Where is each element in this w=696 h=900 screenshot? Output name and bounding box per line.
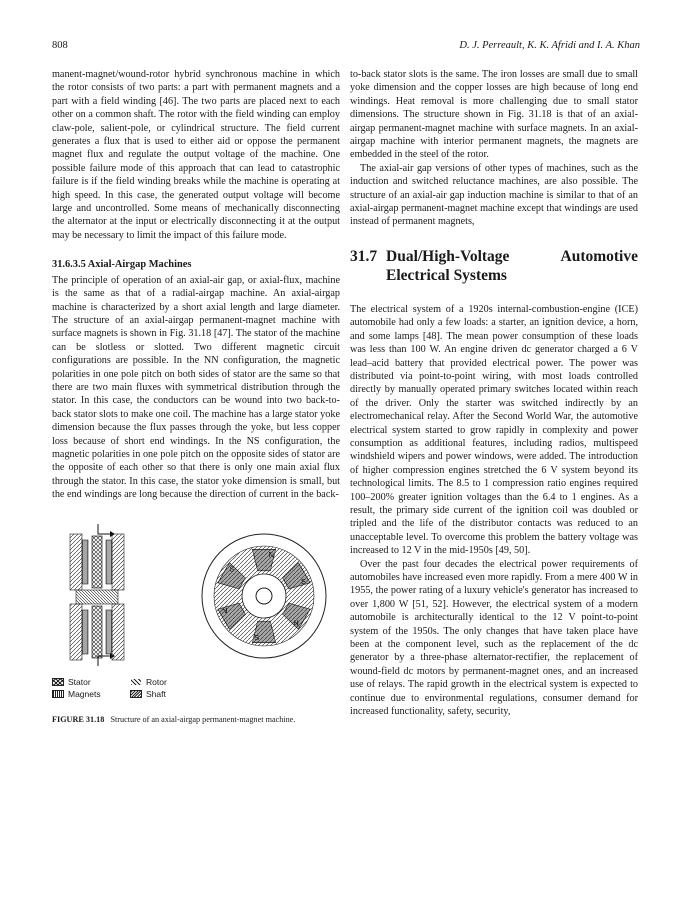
page-number: 808 (52, 40, 68, 51)
right-paragraph-4: Over the past four decades the electrical power requirements of automobiles have increased even more rapidly. From a mere 400 W in 1955, the power rating of a luxury vehicle's generator has increased to over 1,800 W [51, 52]. However, the electrical system of a modern automobile is architecturally identical to the 12 V point-to-point system of the 1950s. The only changes that have taken place have been at the component level, such as the replacement of the dc generator by a three-phase alternator-rectifier, the replacement of wound-field dc motors by permanent-magnet ones, and an increased use of relays. The rapid growth in the electrical system is expected to continue due to environmental regulations, consumer demand for increased functionality, safety, security, (350, 558, 638, 718)
pole-label: S (229, 566, 235, 574)
running-authors: D. J. Perreault, K. K. Afridi and I. A. Khan (459, 40, 640, 51)
section-number: 31.7 (350, 247, 378, 265)
side-view (70, 524, 124, 666)
left-paragraph-2: The principle of operation of an axial-air gap, or axial-flux, machine is the same as that of a radial-airgap machine. An axial-airgap machine is characterized by a short axial length and large diameter. The structure of an axial-airgap permanent-magnet machine with surface magnets is shown in Fig. 31.18 [47]. The stator of the machine can be slotless or slotted. Two different magnetic circuit configurations are possible. In the NN configuration, the magnetic polarities in one pole pitch on both sides of stator are the same so that there are two main fluxes with symmetrical distribution through the stator. In this case, the conductors can be wound into two back-to-back stator slots to make one coil. The machine has a large stator yoke dimension because the flux passes through the yoke, but less copper loss because of short end windings. In the NS configuration, the magnetic polarities in one pole pitch on the opposite sides of stator are the opposite of each other so that there is only one main axial flux through the stator. In this case, the stator yoke dimension is small, but the end windings are long because the direction of current in the back- (52, 274, 340, 501)
figure-31-18 (52, 516, 340, 736)
right-column (350, 68, 638, 718)
legend-magnets-label: Magnets (68, 688, 101, 699)
right-paragraph-2: The axial-air gap versions of other types of machines, such as the induction and switched reluctance machines, are also possible. The structure of an axial-air gap induction machine is similar to that of an axial-airgap permanent-magnet machine except that windings are used instead of permanent magnets, (350, 162, 638, 228)
pole-label: N (293, 620, 299, 628)
pole-label: S (301, 578, 306, 586)
legend-stator-label: Stator (68, 676, 91, 687)
axial-machine-diagram (52, 516, 340, 676)
caption-label: FIGURE 31.18 (52, 714, 105, 724)
section-title: Dual/High-Voltage Automotive Electrical Systems (386, 247, 638, 284)
legend-shaft (130, 688, 166, 701)
rotor-swatch (130, 678, 142, 686)
magnets-swatch (52, 690, 64, 698)
pole-label: N (221, 607, 228, 615)
page-header (52, 40, 640, 56)
pole-label: S (254, 634, 260, 642)
caption-text: Structure of an axial-airgap permanent-magnet machine. (110, 714, 296, 724)
section-heading (350, 247, 638, 285)
right-paragraph-1: to-back stator slots is the same. The iron losses are small due to small yoke dimension and the copper losses are high because of long end windings. Heat removal is more challenging due to small stator dimensions. The structure shown in Fig. 31.18 is that of an axial-airgap permanent-magnet machine with surface magnets. In an axial-airgap machine with interior permanent magnets, the magnets are embedded in the steel of the rotor. (350, 69, 638, 161)
subsection-title: 31.6.3.5 Axial-Airgap Machines (52, 259, 192, 271)
figure-caption (52, 714, 340, 725)
legend-rotor-label: Rotor (146, 676, 167, 687)
shaft-swatch (130, 690, 142, 698)
legend-shaft-label: Shaft (146, 688, 166, 699)
left-paragraph-1: manent-magnet/wound-rotor hybrid synchronous machine in which the rotor consists of two parts: a part with permanent magnets and a part with a field winding [46]. The two parts are placed next to each other on a common shaft. The rotor with the field winding can employ claw-pole, salient-pole, or cylindrical structure. The field current generates a flux that is used to either aid or oppose the permanent magnet flux and regulate the output voltage of the machine. One possible failure mode of this approach that can lead to catastrophic failure is if the field winding breaks while the machine is operating at high speed. In this case, the generated output voltage will become large and uncontrolled. Some means of mechanically disconnecting the alternator at the input or electrically disconnecting it at the output may be necessary to limit the impact of this failure mode. (52, 69, 340, 241)
left-column (52, 68, 340, 736)
right-paragraph-3: The electrical system of a 1920s internal-combustion-engine (ICE) automobile had only a few loads: a starter, an ignition device, a horn, and some lamps [48]. The mean power consumption of these loads was less than 100 W. An engine driven dc generator charged a 6 V lead–acid battery that provided electrical power. The power was distributed via point-to-point wiring, with most loads controlled directly by manually operated primary switches located within reach of the driver. Only the starter was switched indirectly by an electromechanical relay. After the Second World War, the automotive electrical system started to grow rapidly in complexity and power consumption as additional features, including radios, multispeed windshield wipers and power windows, were added. The introduction of higher compression engines stretched the 6 V system beyond its technological limits. The 8.5 to 1 compression ratio engines required 100–200% greater ignition voltages than the 6.4 to 1 engines. As a result, the primary side current of the ignition coil was doubled or tripled and the life of the distributor contacts was reduced to an unacceptable level. To overcome this problem the battery voltage was increased to 12 V in the mid-1950s [49, 50]. (350, 303, 638, 557)
pole-label: N (268, 551, 274, 559)
front-view (202, 534, 326, 658)
stator-swatch (52, 678, 64, 686)
legend-magnets (52, 688, 101, 701)
